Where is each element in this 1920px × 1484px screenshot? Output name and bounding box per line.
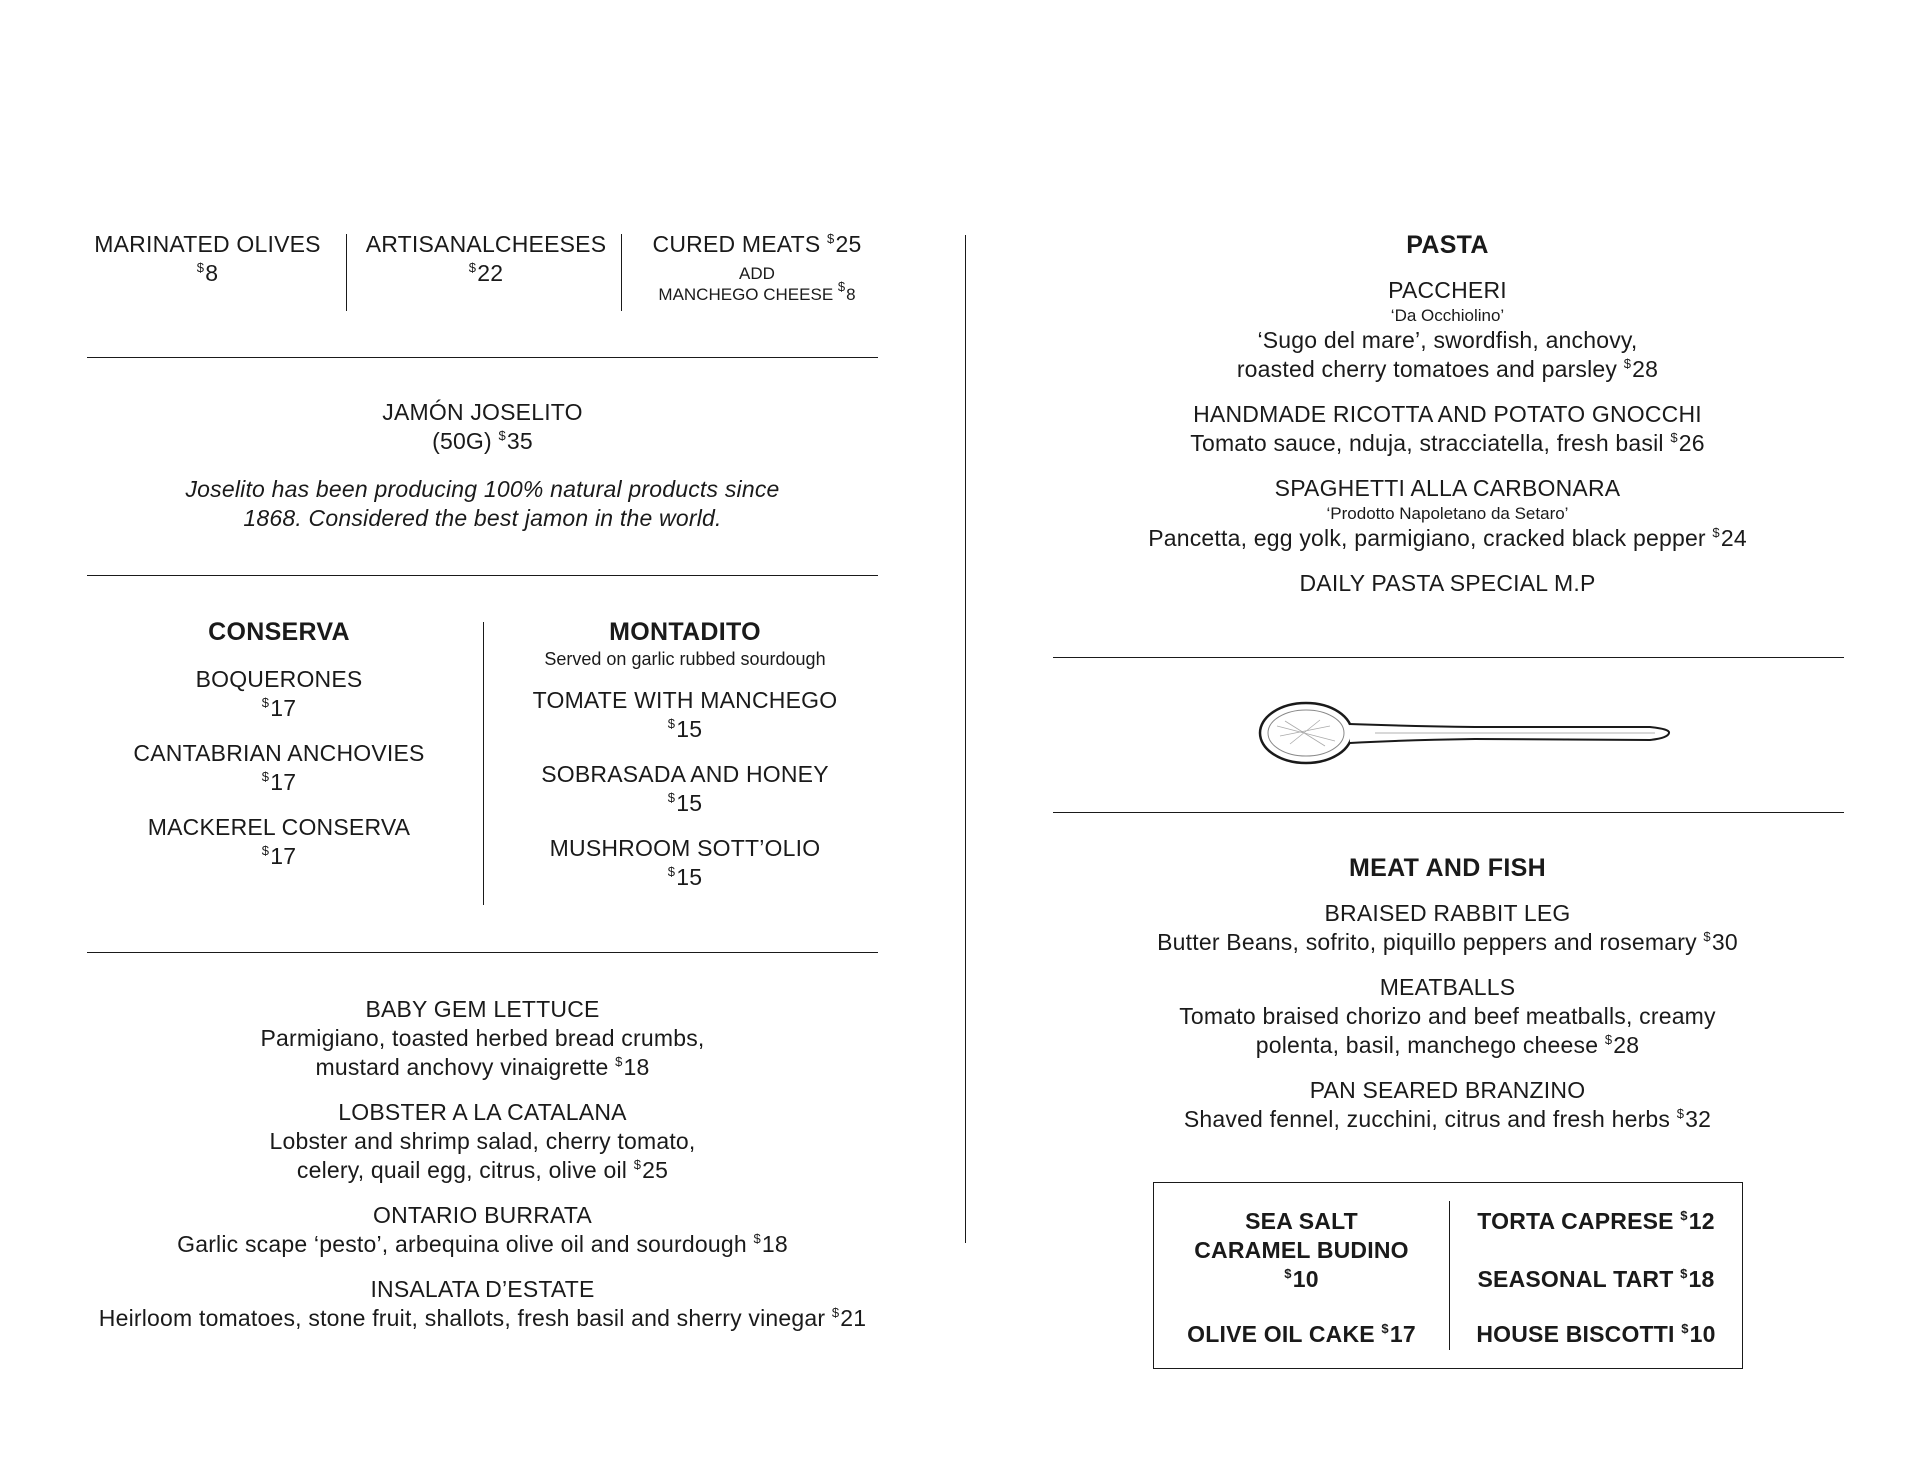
divider — [87, 952, 878, 953]
menu-item: BABY GEM LETTUCE Parmigiano, toasted herbed bread crumbs, mustard anchovy vinaigrette $18 — [260, 996, 705, 1080]
section-heading: MEAT AND FISH — [1349, 854, 1546, 882]
menu-item: PACCHERI ‘Da Occhiolino’ ‘Sugo del mare’, swordfish, anchovy, roasted cherry tomatoes and parsley $28 — [1236, 277, 1659, 382]
menu-item: HANDMADE RICOTTA AND POTATO GNOCCHI Tomato sauce, nduja, stracciatella, fresh basil $26 — [1190, 401, 1705, 456]
divider — [87, 357, 878, 358]
menu-item: MEATBALLS Tomato braised chorizo and beef meatballs, creamy polenta, basil, manchego cheese $28 — [1179, 974, 1716, 1058]
jamon-section — [87, 398, 878, 533]
pasta-section — [1100, 230, 1795, 598]
menu-item: MUSHROOM SOTT’OLIO $15 — [549, 835, 821, 890]
item-price: $22 — [468, 260, 504, 286]
divider — [87, 575, 878, 576]
item-name: ARTISANALCHEESES — [365, 231, 607, 257]
divider — [1053, 812, 1844, 813]
item-price: $8 — [196, 260, 219, 286]
divider — [1053, 657, 1844, 658]
jamon-description-1: Joselito has been producing 100% natural products since — [185, 476, 780, 502]
dessert-budino: SEA SALT CARAMEL BUDINO $10 — [1194, 1208, 1409, 1292]
dessert-torta-caprese: TORTA CAPRESE $12 — [1477, 1208, 1715, 1234]
section-heading: CONSERVA — [208, 618, 350, 646]
meat-fish-section — [1100, 853, 1795, 1150]
daily-special: DAILY PASTA SPECIAL M.P — [1299, 570, 1596, 596]
menu-item: SOBRASADA AND HONEY $15 — [541, 761, 829, 816]
dessert-box — [1153, 1182, 1743, 1369]
divider — [483, 622, 484, 905]
section-heading: PASTA — [1406, 231, 1489, 259]
menu-item: CANTABRIAN ANCHOVIES $17 — [133, 740, 425, 795]
menu-item: PAN SEARED BRANZINO Shaved fennel, zucchini, citrus and fresh herbs $32 — [1183, 1077, 1712, 1132]
center-divider — [965, 235, 966, 1243]
cured-meats — [632, 230, 882, 305]
conserva-section — [100, 617, 458, 887]
item-name: MARINATED OLIVES — [94, 231, 321, 257]
dessert-seasonal-tart: SEASONAL TART $18 — [1477, 1266, 1715, 1292]
item-name: JAMÓN JOSELITO — [382, 399, 583, 425]
menu-item: BRAISED RABBIT LEG Butter Beans, sofrito, piquillo peppers and rosemary $30 — [1157, 900, 1738, 955]
addon-label: ADD — [739, 264, 775, 283]
menu-item: INSALATA D’ESTATE Heirloom tomatoes, stone fruit, shallots, fresh basil and sherry vinegar $21 — [98, 1276, 867, 1331]
item-size-price: (50G) $35 — [432, 428, 533, 454]
menu-item: TOMATE WITH MANCHEGO $15 — [532, 687, 838, 742]
section-heading: MONTADITO — [609, 618, 761, 646]
menu-item: SPAGHETTI ALLA CARBONARA ‘Prodotto Napoletano da Setaro’ Pancetta, egg yolk, parmigiano, cracked black pepper $24 — [1148, 475, 1747, 551]
montadito-section — [505, 617, 865, 908]
salads-section — [80, 995, 885, 1349]
spoon-icon — [1255, 696, 1675, 770]
menu-item: MACKEREL CONSERVA $17 — [147, 814, 411, 869]
jamon-description-2: 1868. Considered the best jamon in the world. — [243, 505, 722, 531]
addon-item: MANCHEGO CHEESE $8 — [658, 279, 856, 304]
menu-item: LOBSTER A LA CATALANA Lobster and shrimp salad, cherry tomato, celery, quail egg, citrus, olive oil $25 — [269, 1099, 696, 1183]
artisanal-cheeses — [356, 230, 616, 288]
menu-item: ONTARIO BURRATA Garlic scape ‘pesto’, arbequina olive oil and sourdough $18 — [177, 1202, 788, 1257]
divider — [621, 234, 622, 311]
section-subheading: Served on garlic rubbed sourdough — [544, 649, 826, 669]
item-name: CURED MEATS $25 — [652, 231, 862, 257]
dessert-house-biscotti: HOUSE BISCOTTI $10 — [1476, 1321, 1716, 1347]
marinated-olives — [80, 230, 335, 288]
menu-item: BOQUERONES $17 — [195, 666, 363, 721]
divider — [346, 234, 347, 311]
dessert-olive-oil-cake: OLIVE OIL CAKE $17 — [1187, 1321, 1416, 1347]
